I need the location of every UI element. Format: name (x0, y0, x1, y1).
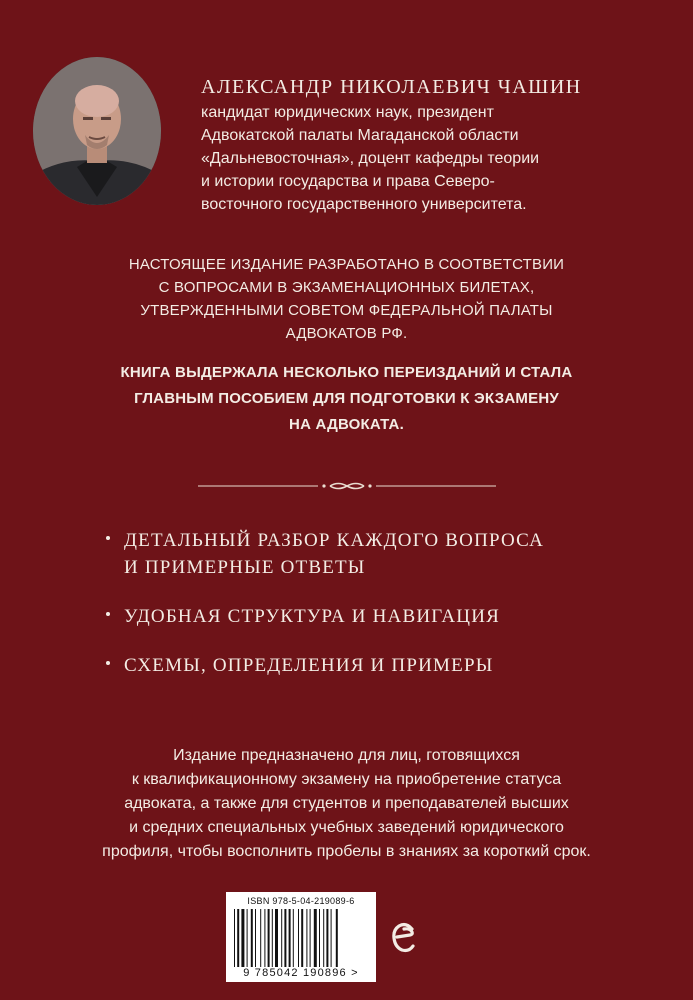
bullet-icon (106, 661, 110, 665)
highlight-line: НА АДВОКАТА. (289, 416, 404, 433)
feature-text-line: УДОБНАЯ СТРУКТУРА И НАВИГАЦИЯ (124, 606, 501, 627)
edition-note-line: УТВЕРЖДЕННЫМИ СОВЕТОМ ФЕДЕРАЛЬНОЙ ПАЛАТЫ (140, 302, 553, 319)
author-bio-line: «Дальневосточная», доцент кафедры теории (201, 150, 540, 167)
author-photo (33, 57, 161, 205)
description-line: профиля, чтобы восполнить пробелы в знаниях за короткий срок. (102, 843, 591, 860)
bullet-icon (106, 536, 110, 540)
highlight-note (0, 360, 693, 438)
eksmo-e-logo-icon (392, 920, 416, 956)
feature-text-line: И ПРИМЕРНЫЕ ОТВЕТЫ (124, 557, 366, 578)
bullet-icon (106, 612, 110, 616)
barcode-bars (234, 909, 368, 967)
author-bio-line: Адвокатской палаты Магаданской области (201, 127, 519, 144)
edition-note-line: С ВОПРОСАМИ В ЭКЗАМЕНАЦИОННЫХ БИЛЕТАХ, (158, 279, 535, 296)
feature-text-line: СХЕМЫ, ОПРЕДЕЛЕНИЯ И ПРИМЕРЫ (124, 655, 494, 676)
feature-item (106, 652, 666, 679)
highlight-line: КНИГА ВЫДЕРЖАЛА НЕСКОЛЬКО ПЕРЕИЗДАНИЙ И СТАЛА (120, 364, 573, 381)
description-line: адвоката, а также для студентов и преподавателей высших (124, 795, 569, 812)
edition-note-line: НАСТОЯЩЕЕ ИЗДАНИЕ РАЗРАБОТАНО В СООТВЕТСТВИИ (128, 256, 565, 273)
barcode-digits: 9 785042 190896 > (243, 967, 359, 979)
description-line: и средних специальных учебных заведений юридического (129, 819, 564, 836)
edition-note-line: АДВОКАТОВ РФ. (285, 325, 408, 342)
description (0, 744, 693, 864)
author-name: АЛЕКСАНДР НИКОЛАЕВИЧ ЧАШИН (201, 76, 582, 98)
isbn-barcode (226, 892, 376, 982)
feature-item (106, 603, 666, 630)
author-info (201, 75, 661, 216)
author-bio-line: кандидат юридических наук, президент (201, 104, 494, 121)
isbn-label: ISBN 978-5-04-219089-6 (247, 896, 355, 906)
author-portrait-image (33, 57, 161, 205)
author-bio-line: восточного государственного университета. (201, 196, 527, 213)
edition-note (0, 253, 693, 345)
feature-item (106, 527, 666, 581)
description-line: Издание предназначено для лиц, готовящихся (173, 747, 520, 764)
author-bio-line: и истории государства и права Северо- (201, 173, 495, 190)
highlight-line: ГЛАВНЫМ ПОСОБИЕМ ДЛЯ ПОДГОТОВКИ К ЭКЗАМЕНУ (134, 390, 559, 407)
feature-list (106, 527, 666, 701)
feature-text-line: ДЕТАЛЬНЫЙ РАЗБОР КАЖДОГО ВОПРОСА (124, 530, 545, 551)
description-line: к квалификационному экзамену на приобретение статуса (131, 771, 562, 788)
ornamental-divider (198, 478, 496, 494)
